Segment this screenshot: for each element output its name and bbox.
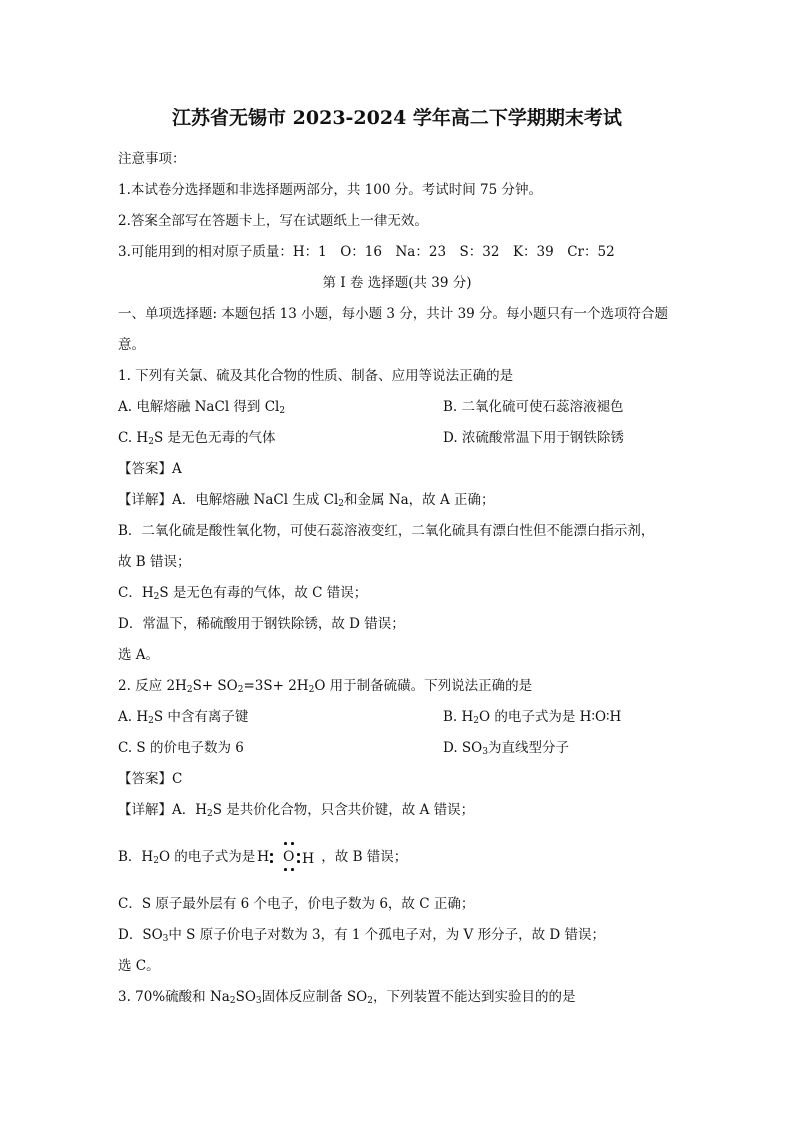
q1-option-c: C. $H_2S$ 是无色无毒的气体 [118, 430, 276, 447]
electron-dot [284, 868, 287, 871]
q2-option-c: C. S 的价电子数为 6 [118, 740, 244, 756]
electron-dot [270, 853, 273, 856]
section-instruction-cont: 意。 [118, 337, 145, 353]
q1-explanation-b: B．二氧化硫是酸性氧化物，可使石蕊溶液变红，二氧化硫具有漂白性但不能漂白指示剂， [118, 523, 655, 539]
question-3-stem: 3. 70%硫酸和 $Na_2SO_3$固体反应制备 $SO_2$，下列装置不能达到实验目的的是 [118, 989, 576, 1006]
electron-dot [291, 842, 294, 845]
q1-answer: 【答案】A [118, 461, 182, 477]
q1-option-a: A. 电解熔融 NaCl 得到 $Cl_2$ [118, 399, 286, 416]
q1-explanation-b-cont: 故 B 错误； [118, 554, 191, 570]
lewis-oxygen: O [283, 849, 295, 865]
lewis-hydrogen-right: H [302, 851, 315, 867]
q2-conclusion: 选 C。 [118, 958, 160, 974]
notice-item-1: 1.本试卷分选择题和非选择题两部分，共 100 分。考试时间 75 分钟。 [118, 182, 542, 198]
q1-explanation-a: 【详解】A．电解熔融 NaCl 生成 $Cl_2$和金属 Na，故 A 正确； [118, 492, 495, 509]
q2-explanation-c: C．S 原子最外层有 6 个电子，价电子数为 6，故 C 正确； [118, 896, 475, 912]
electron-dot [297, 853, 300, 856]
q2-option-b: B. $H_2O$ 的电子式为是 H∶O∶H [443, 709, 622, 726]
question-2-stem: 2. 反应 $2H_2S+ SO_2=3S+ 2H_2O$ 用于制备硫磺。下列说法正确的是 [118, 678, 533, 695]
section-title: 第 I 卷 选择题(共 39 分) [322, 275, 472, 291]
lewis-hydrogen-left: H [257, 849, 270, 865]
water-lewis-structure [257, 842, 319, 872]
q1-option-d: D. 浓硫酸常温下用于钢铁除锈 [443, 430, 624, 446]
q2-explanation-a: 【详解】A．$H_2S$ 是共价化合物，只含共价键，故 A 错误； [118, 802, 475, 819]
electron-dot [297, 860, 300, 863]
q1-option-b: B. 二氧化硫可使石蕊溶液褪色 [443, 399, 624, 415]
q2-answer: 【答案】C [118, 771, 183, 787]
question-1-stem: 1. 下列有关氯、硫及其化合物的性质、制备、应用等说法正确的是 [118, 368, 514, 384]
q2-explanation-d: D．$SO_3$中 S 原子价电子对数为 3，有 1 个孤电子对，为 V 形分子，故 D 错误； [118, 927, 605, 944]
q1-conclusion: 选 A。 [118, 647, 160, 663]
electron-dot [284, 842, 287, 845]
exam-title: 江苏省无锡市 2023-2024 学年高二下学期期末考试 [172, 107, 622, 129]
section-instruction: 一、单项选择题: 本题包括 13 小题，每小题 3 分，共计 39 分。每小题只有一个选项符合题 [118, 306, 669, 322]
q1-explanation-d: D．常温下，稀硫酸用于钢铁除锈，故 D 错误； [118, 616, 405, 632]
notice-item-3: 3.可能用到的相对原子质量：H：1 O：16 Na：23 S：32 K：39 Cr：52 [118, 244, 615, 260]
electron-dot [270, 860, 273, 863]
notice-heading: 注意事项： [118, 151, 186, 167]
q1-explanation-c: C．$H_2S$ 是无色有毒的气体，故 C 错误； [118, 585, 368, 602]
q2-option-a: A. $H_2S$ 中含有离子键 [118, 709, 249, 726]
q2-explanation-b: B．$H_2O$ 的电子式为是 ，故 B 错误； [118, 849, 408, 866]
notice-item-2: 2.答案全部写在答题卡上，写在试题纸上一律无效。 [118, 213, 428, 229]
electron-dot [291, 868, 294, 871]
q2-option-d: D. $SO_3$为直线型分子 [443, 740, 569, 757]
